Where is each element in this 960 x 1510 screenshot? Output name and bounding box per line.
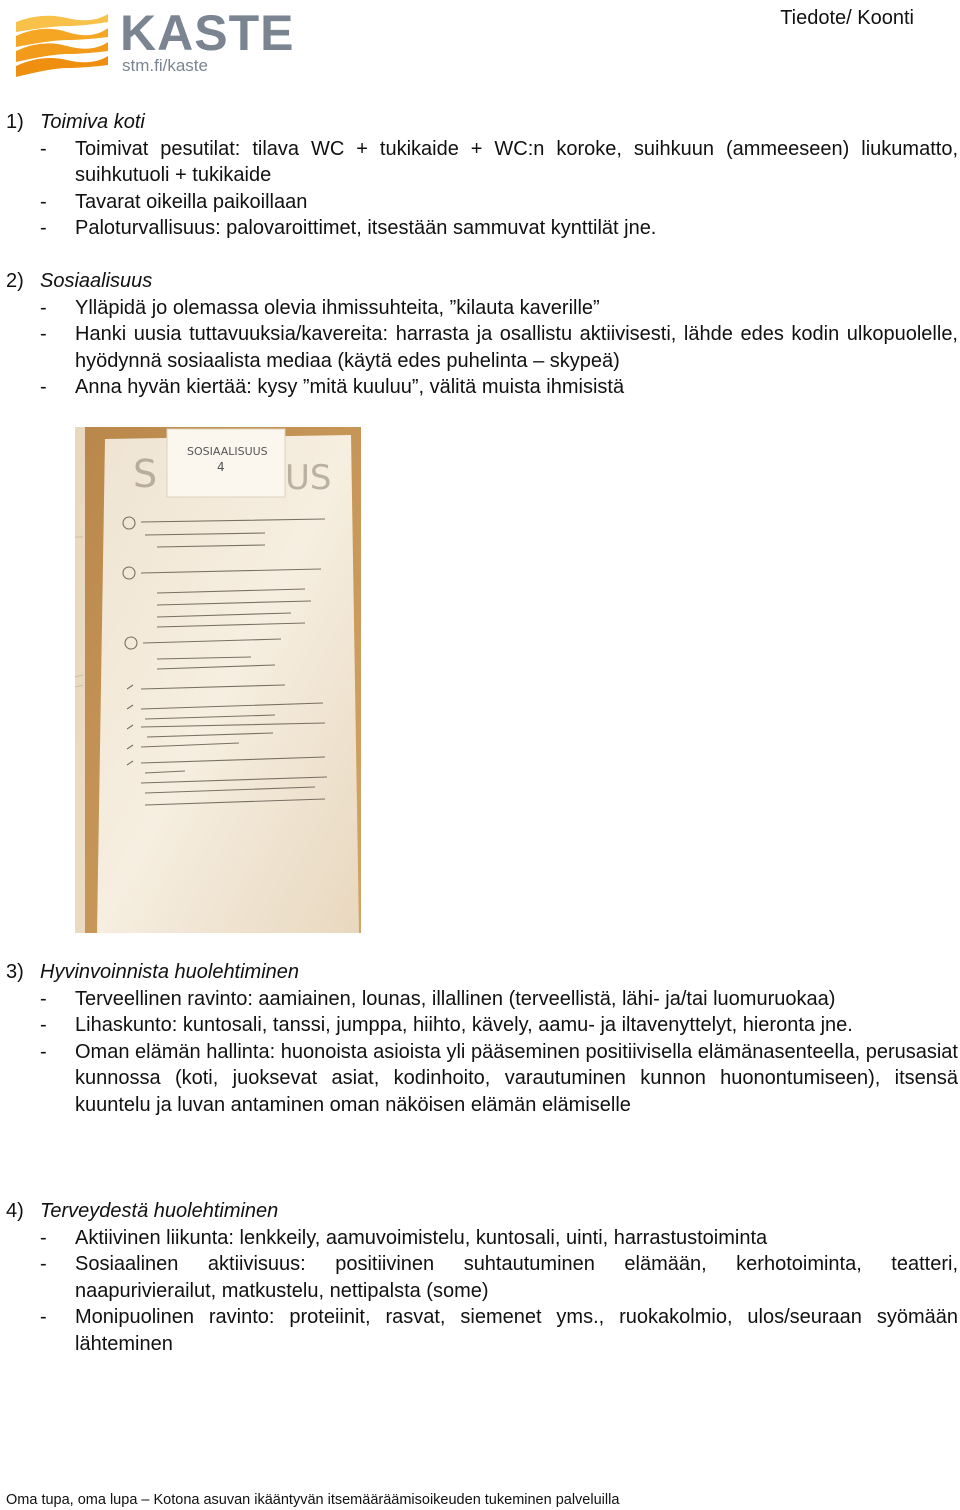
section-number: 3)	[6, 961, 24, 983]
section-title: Toimiva koti	[40, 111, 145, 133]
list-item: - Paloturvallisuus: palovaroittimet, itsestään sammuvat kynttilät jne.	[40, 217, 657, 239]
list-item: - Aktiivinen liikunta: lenkkeily, aamuvoimistelu, kuntosali, uinti, harrastustoiminta	[40, 1226, 768, 1249]
svg-text:US: US	[285, 458, 332, 498]
svg-text:S: S	[133, 452, 158, 496]
page-footer: Oma tupa, oma lupa – Kotona asuvan ikääntyvän itsemääräämisoikeuden tukeminen palveluilla	[6, 1492, 620, 1508]
section-heading	[6, 1198, 960, 1225]
section-number: 4)	[6, 1200, 24, 1222]
list-item: - Ylläpidä jo olemassa olevia ihmissuhteita, ”kilauta kaverille”	[40, 296, 600, 319]
section-heading	[6, 109, 960, 136]
section-hyvinvointi	[0, 959, 960, 1118]
section-title: Terveydestä huolehtiminen	[40, 1200, 279, 1222]
poster-photo-drawing	[75, 427, 361, 933]
list-item: - Lihaskunto: kuntosali, tanssi, jumppa, hiihto, kävely, aamu- ja iltavenyttelyt, hieronta jne.	[40, 1014, 853, 1036]
list-item: - Monipuolinen ravinto: proteiinit, rasvat, siemenet yms., ruokakolmio, ulos/seuraan syömään lähteminen	[40, 1306, 958, 1355]
list-item: - Terveellinen ravinto: aamiainen, lounas, illallinen (terveellistä, lähi- ja/tai luomuruokaa)	[40, 987, 836, 1010]
section-heading	[6, 268, 960, 295]
poster-photo	[75, 427, 361, 933]
kaste-logo	[12, 4, 295, 86]
section-title: Hyvinvoinnista huolehtiminen	[40, 961, 300, 983]
list-item: - Tavarat oikeilla paikoillaan	[40, 190, 308, 213]
section-terveys	[0, 1198, 960, 1357]
section-number: 2)	[6, 270, 24, 292]
section-title: Sosiaalisuus	[40, 270, 153, 292]
section-heading	[6, 959, 960, 986]
bullet-list	[0, 136, 960, 242]
svg-text:SOSIAALISUUS: SOSIAALISUUS	[187, 445, 268, 458]
bullet-list	[0, 986, 960, 1119]
section-toimiva-koti	[0, 109, 960, 242]
list-item: - Oman elämän hallinta: huonoista asioista yli pääseminen positiivisella elämänasenteella, perusasiat kunnossa (koti, juoksevat asiat, kodinhoito, varautuminen kunnon huonontumiseen), itsensä kuuntelu ja luvan antaminen oman näköisen elämän elämiselle	[40, 1040, 958, 1116]
logo-url: stm.fi/kaste	[122, 56, 208, 75]
list-item: - Hanki uusia tuttavuuksia/kavereita: harrasta ja osallistu aktiivisesti, lähde edes kodin ulkopuolelle, hyödynnä sosiaalista mediaa (käytä edes puhelinta – skypeä)	[40, 323, 958, 372]
section-number: 1)	[6, 111, 24, 133]
bullet-list	[0, 295, 960, 401]
kaste-wave-icon	[12, 4, 112, 86]
bullet-list	[0, 1225, 960, 1358]
list-item: - Sosiaalinen aktiivisuus: positiivinen suhtautuminen elämään, kerhotoiminta, teatteri, naapurivierailut, matkustelu, nettipalsta (some)	[40, 1253, 958, 1302]
svg-text:4: 4	[217, 460, 225, 474]
document-type: Tiedote/ Koonti	[780, 7, 914, 29]
section-sosiaalisuus	[0, 268, 960, 401]
list-item: - Toimivat pesutilat: tilava WC + tukikaide + WC:n koroke, suihkuun (ammeeseen) liukumatto, suihkutuoli + tukikaide	[40, 137, 958, 186]
list-item: - Anna hyvän kiertää: kysy ”mitä kuuluu”, välitä muista ihmisistä	[40, 376, 625, 398]
logo-wordmark: KASTE	[120, 5, 295, 61]
